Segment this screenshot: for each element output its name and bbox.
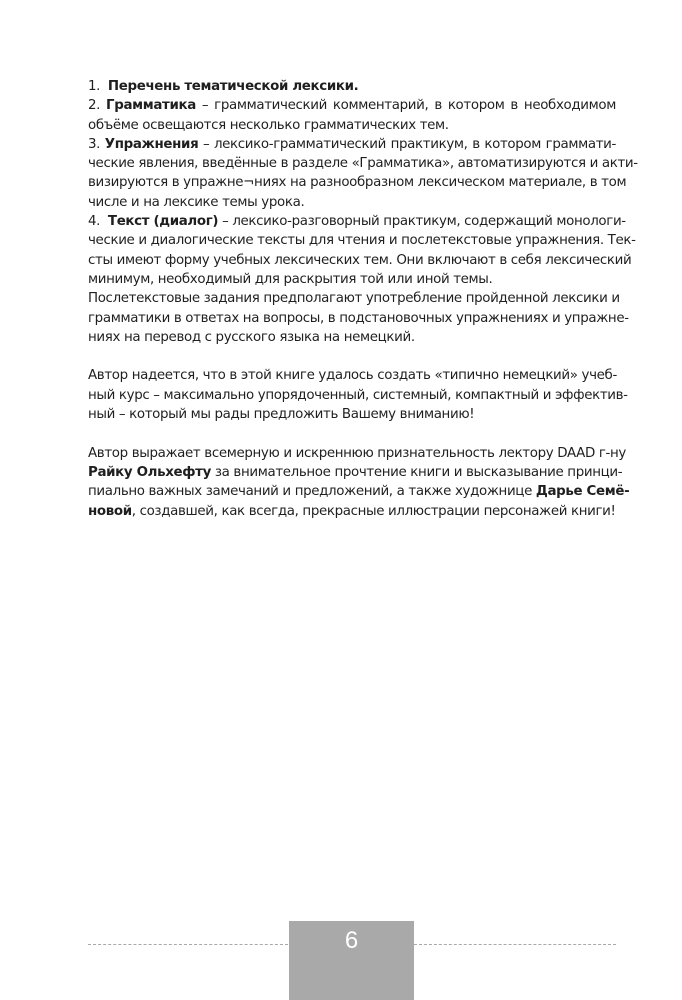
paragraph-text: за внимательное прочтение книги и высказывание принци- [210, 464, 623, 480]
paragraph-line: ный курс – максимально упорядоченный, системный, компактный и эффектив- [88, 387, 628, 403]
paragraph-line: сты имеют форму учебных лексических тем. Они включают в себя лексический [88, 252, 632, 268]
paragraph-spacer [88, 424, 616, 443]
paragraph-text: , создавшей, как всегда, прекрасные иллюстрации персонажей книги! [131, 503, 616, 519]
list-number: 3. [88, 136, 101, 152]
person-name: Дарье Семё- [535, 484, 630, 500]
page-footer [0, 921, 682, 1000]
paragraph-line: ный – который мы рады предложить Вашему вниманию! [88, 407, 475, 423]
footer-dashed-rule [414, 944, 616, 945]
paragraph-line [88, 482, 630, 501]
paragraph-text: пиально важных замечаний и предложений, а также художнице [88, 484, 536, 500]
list-item-title: Текст (диалог) [107, 214, 219, 230]
paragraph-line: ниях на перевод с русского языка на немецкий. [88, 329, 415, 345]
paragraph-line: числе и на лексике темы урока. [88, 194, 305, 210]
paragraph-line: Послетекстовые задания предполагают употребление пройденной лексики и [88, 291, 620, 307]
paragraph-spacer [88, 347, 616, 366]
paragraph-line [88, 463, 623, 482]
list-item-title: Упражнения [104, 136, 199, 152]
list-item-2-line-1 [88, 96, 616, 115]
paragraph-text: – лексико-разговорный практикум, содержащий монологи- [218, 214, 626, 230]
paragraph-line: минимум, необходимый для раскрытия той или иной темы. [88, 271, 493, 287]
paragraph-line [88, 502, 616, 521]
page-number: 6 [344, 927, 359, 954]
list-item-title: Перечень тематической лексики. [107, 79, 359, 94]
paragraph-line: визируются в упражне¬ниях на разнообразном лексическом материале, в том [88, 175, 627, 191]
paragraph-text: – лексико-грамматический практикум, в котором граммати- [198, 136, 616, 152]
page-body [88, 77, 638, 521]
list-item-3-line-1 [88, 135, 616, 154]
paragraph-line: ческие и диалогические тексты для чтения и послетекстовые упражнения. Тек- [88, 233, 636, 249]
list-number: 4. [88, 214, 101, 230]
list-item-4-line-1 [88, 212, 626, 231]
list-number: 1. [88, 79, 101, 94]
person-name: Райку Ольхефту [88, 464, 211, 480]
paragraph-line: ческие явления, введённые в разделе «Грамматика», автоматизируются и акти- [88, 156, 638, 172]
paragraph-line: грамматики в ответах на вопросы, в подстановочных упражнениях и упражне- [88, 310, 629, 326]
footer-dashed-rule [88, 944, 288, 945]
list-item-title: Грамматика [106, 98, 196, 114]
paragraph-line: Автор выражает всемерную и искреннюю признательность лектору DAAD г-ну [88, 445, 626, 461]
person-name: новой [88, 503, 132, 519]
paragraph-line: объёме освещаются несколько грамматических тем. [88, 117, 449, 133]
list-item-1 [88, 77, 616, 96]
paragraph-text: – грамматический комментарий, в котором в необходимом [195, 98, 616, 114]
list-number: 2. [88, 98, 101, 114]
paragraph-line: Автор надеется, что в этой книге удалось создать «типично немецкий» учеб- [88, 368, 617, 384]
page-number-box [289, 921, 414, 1000]
